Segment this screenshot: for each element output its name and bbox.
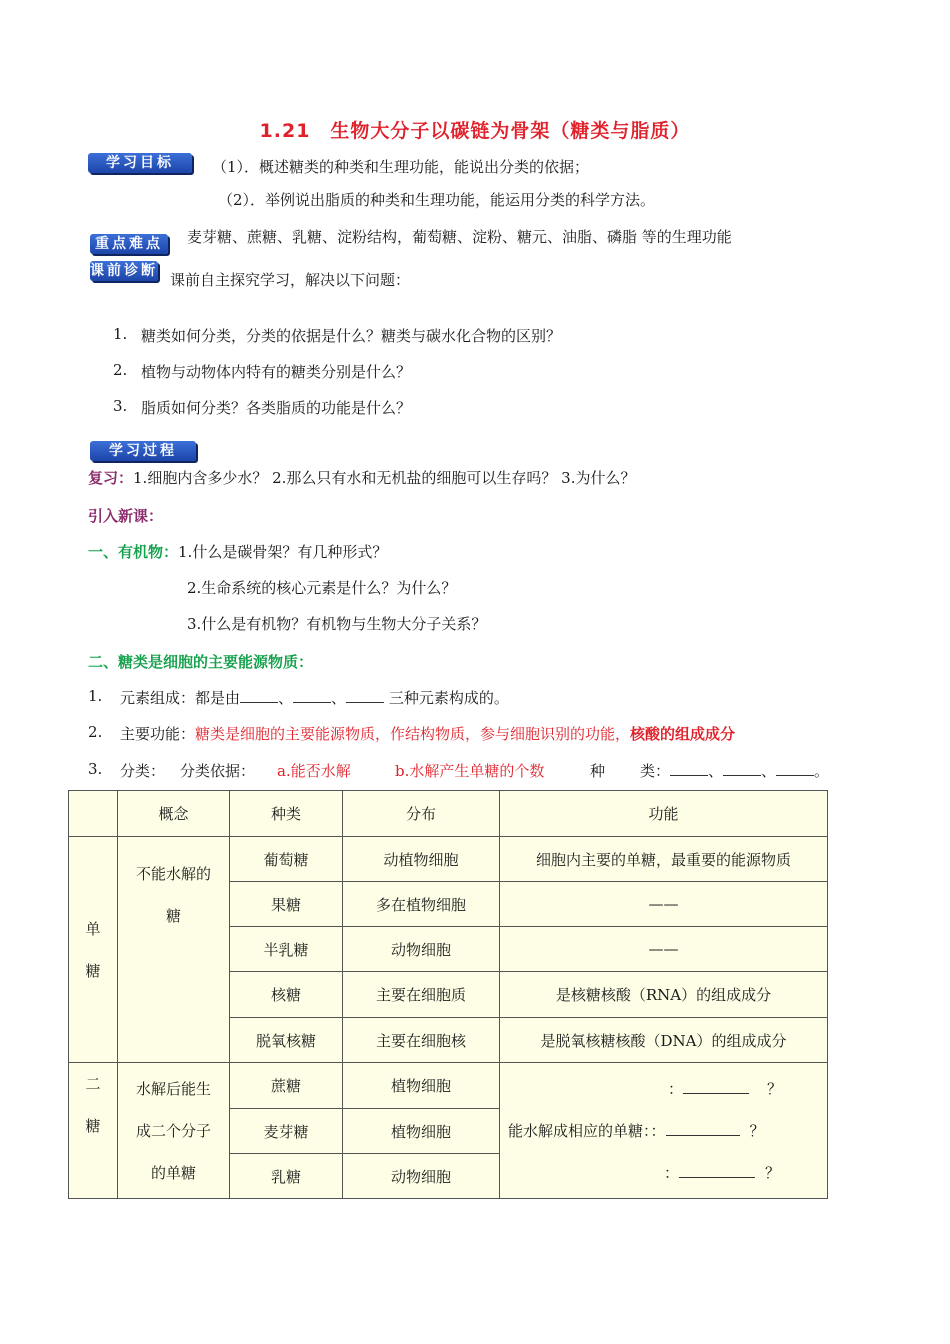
- mono-type-cell: 果糖: [230, 882, 343, 927]
- mono-type-cell: 半乳糖: [230, 927, 343, 972]
- point-3-basis: 分类依据：: [180, 762, 256, 780]
- mono-func-cell: 细胞内主要的单糖，最重要的能源物质: [500, 837, 828, 882]
- point-1-sep-2: 、: [331, 689, 347, 707]
- question-3-number: 3.: [113, 397, 128, 415]
- monosaccharide-label: [69, 837, 118, 1063]
- header-type: 种类: [230, 791, 343, 837]
- point-2: [120, 723, 735, 744]
- di-type-cell: 麦芽糖: [230, 1109, 343, 1154]
- header-function: 功能: [500, 791, 828, 837]
- section1-line: [88, 541, 387, 562]
- mono-func-cell: 是核糖核酸（RNA）的组成成分: [500, 972, 828, 1018]
- hydrolysis-blank-2[interactable]: [666, 1121, 740, 1136]
- type-blank-3[interactable]: [776, 761, 814, 776]
- table-row: [69, 837, 828, 882]
- mono-type-cell: 葡萄糖: [230, 837, 343, 882]
- point-1: [120, 687, 509, 708]
- monosaccharide-label-1: 单: [85, 919, 101, 938]
- di-type-cell: 蔗糖: [230, 1063, 343, 1109]
- disaccharide-label-1: 二: [85, 1075, 101, 1093]
- mono-dist-cell: 主要在细胞核: [343, 1018, 500, 1063]
- section1-item-3: 3.什么是有机物？有机物与生物大分子关系？: [187, 615, 487, 633]
- di-func-line-3: [500, 1152, 827, 1194]
- review-text: 1.细胞内含多少水？ 2.那么只有水和无机盐的细胞可以生存吗？ 3.为什么？: [133, 469, 636, 487]
- disaccharide-concept: [118, 1063, 230, 1199]
- header-concept: 概念: [118, 791, 230, 837]
- monosaccharide-concept: [118, 837, 230, 1063]
- sugar-table: [68, 790, 828, 1199]
- mono-dist-cell: 动植物细胞: [343, 837, 500, 882]
- point-3-label: 分类：: [120, 762, 166, 780]
- mono-type-cell: 核糖: [230, 972, 343, 1018]
- point-2-label: 主要功能：: [120, 725, 196, 743]
- objective-2: （2）．举例说出脂质的种类和生理功能，能运用分类的科学方法。: [218, 191, 656, 209]
- element-blank-1[interactable]: [240, 688, 278, 703]
- type-blank-2[interactable]: [723, 761, 761, 776]
- table-row: [69, 1063, 828, 1109]
- question-2-number: 2.: [113, 361, 128, 379]
- point-2-function: 糖类是细胞的主要能源物质，作结构物质，参与细胞识别的功能，: [195, 725, 631, 743]
- di-q-2: ？: [749, 1121, 765, 1140]
- point-1-sep-1: 、: [278, 689, 294, 707]
- point-3-end: 。: [814, 762, 830, 780]
- mono-func-cell: ——: [500, 882, 828, 927]
- hydrolysis-blank-3[interactable]: [679, 1163, 755, 1178]
- point-1-number: 1.: [88, 687, 103, 705]
- disaccharide-concept-1: 水解后能生: [135, 1079, 211, 1098]
- page-title: 1.21 生物大分子以碳链为骨架（糖类与脂质）: [259, 120, 691, 142]
- section1-item-2: 2.生命系统的核心元素是什么？为什么？: [187, 579, 457, 597]
- section1-item-1: 1.什么是碳骨架？有几种形式？: [178, 543, 388, 561]
- di-q-1: ？: [767, 1079, 783, 1098]
- question-1-number: 1.: [113, 325, 128, 343]
- element-blank-3[interactable]: [346, 688, 384, 703]
- disaccharide-concept-3: 的单糖: [150, 1163, 196, 1182]
- point-1-text-a: 元素组成：都是由: [120, 689, 241, 707]
- point-3-zhong: 种: [590, 762, 606, 780]
- point-3-types: [640, 760, 829, 781]
- di-type-cell: 乳糖: [230, 1154, 343, 1199]
- process-badge: 学习过程: [90, 441, 196, 461]
- type-blank-1[interactable]: [670, 761, 708, 776]
- di-colon-1: ：: [668, 1079, 684, 1098]
- table-header-row: [69, 791, 828, 837]
- di-dist-cell: 植物细胞: [343, 1063, 500, 1109]
- point-3-sep-1: 、: [708, 762, 724, 780]
- question-1: 糖类如何分类，分类的依据是什么？糖类与碳水化合物的区别？: [141, 327, 562, 345]
- header-distribution: 分布: [343, 791, 500, 837]
- di-colon-2: ：: [650, 1121, 666, 1140]
- key-points-text: 麦芽糖、蔗糖、乳糖、淀粉结构，葡萄糖、淀粉、糖元、油脂、磷脂 等的生理功能: [187, 228, 732, 246]
- di-dist-cell: 动物细胞: [343, 1154, 500, 1199]
- di-q-3: ？: [765, 1163, 781, 1182]
- element-blank-2[interactable]: [293, 688, 331, 703]
- hydrolysis-blank-1[interactable]: [683, 1079, 749, 1094]
- review-line: [88, 467, 636, 488]
- disaccharide-label: [69, 1063, 118, 1199]
- di-func-line-1: [500, 1068, 827, 1110]
- question-3: 脂质如何分类？各类脂质的功能是什么？: [141, 399, 412, 417]
- point-1-text-b: 三种元素构成的。: [384, 689, 509, 707]
- review-label: 复习：: [88, 469, 134, 487]
- point-3-number: 3.: [88, 760, 103, 778]
- objectives-badge: 学习目标: [88, 153, 192, 173]
- disaccharide-label-2: 糖: [85, 1117, 101, 1135]
- mono-func-cell: ——: [500, 927, 828, 972]
- mono-dist-cell: 动物细胞: [343, 927, 500, 972]
- point-3-sep-2: 、: [761, 762, 777, 780]
- mono-type-cell: 脱氧核糖: [230, 1018, 343, 1063]
- point-3-lei: 类：: [640, 762, 671, 780]
- section2-label: 二、糖类是细胞的主要能源物质：: [88, 653, 314, 671]
- mono-func-cell: 是脱氧核糖核酸（DNA）的组成成分: [500, 1018, 828, 1063]
- point-2-function-bold: 核酸的组成成分: [630, 725, 736, 743]
- objective-1: （1）．概述糖类的种类和生理功能，能说出分类的依据；: [212, 158, 590, 176]
- monosaccharide-concept-2: 糖: [165, 907, 181, 925]
- monosaccharide-concept-1: 不能水解的: [135, 865, 211, 883]
- mono-dist-cell: 主要在细胞质: [343, 972, 500, 1018]
- header-empty: [69, 791, 118, 837]
- di-func-line-2: [500, 1110, 827, 1152]
- point-2-number: 2.: [88, 723, 103, 741]
- di-dist-cell: 植物细胞: [343, 1109, 500, 1154]
- disaccharide-concept-2: 成二个分子: [135, 1121, 211, 1140]
- di-colon-3: ：: [664, 1163, 680, 1182]
- question-2: 植物与动物体内特有的糖类分别是什么？: [141, 363, 412, 381]
- intro-label: 引入新课：: [88, 507, 164, 525]
- pre-class-intro: 课前自主探究学习，解决以下问题：: [170, 271, 411, 289]
- di-func-label: 能水解成相应的单糖：: [508, 1121, 651, 1140]
- monosaccharide-label-2: 糖: [85, 961, 101, 980]
- point-3-basis-b: b.水解产生单糖的个数: [395, 762, 545, 780]
- point-3-basis-a: a.能否水解: [277, 762, 351, 780]
- section1-label: 一、有机物：: [88, 543, 179, 561]
- disaccharide-function: [500, 1063, 828, 1199]
- mono-dist-cell: 多在植物细胞: [343, 882, 500, 927]
- key-points-badge: 重点难点: [90, 234, 168, 254]
- pre-class-badge: 课前诊断: [90, 263, 158, 279]
